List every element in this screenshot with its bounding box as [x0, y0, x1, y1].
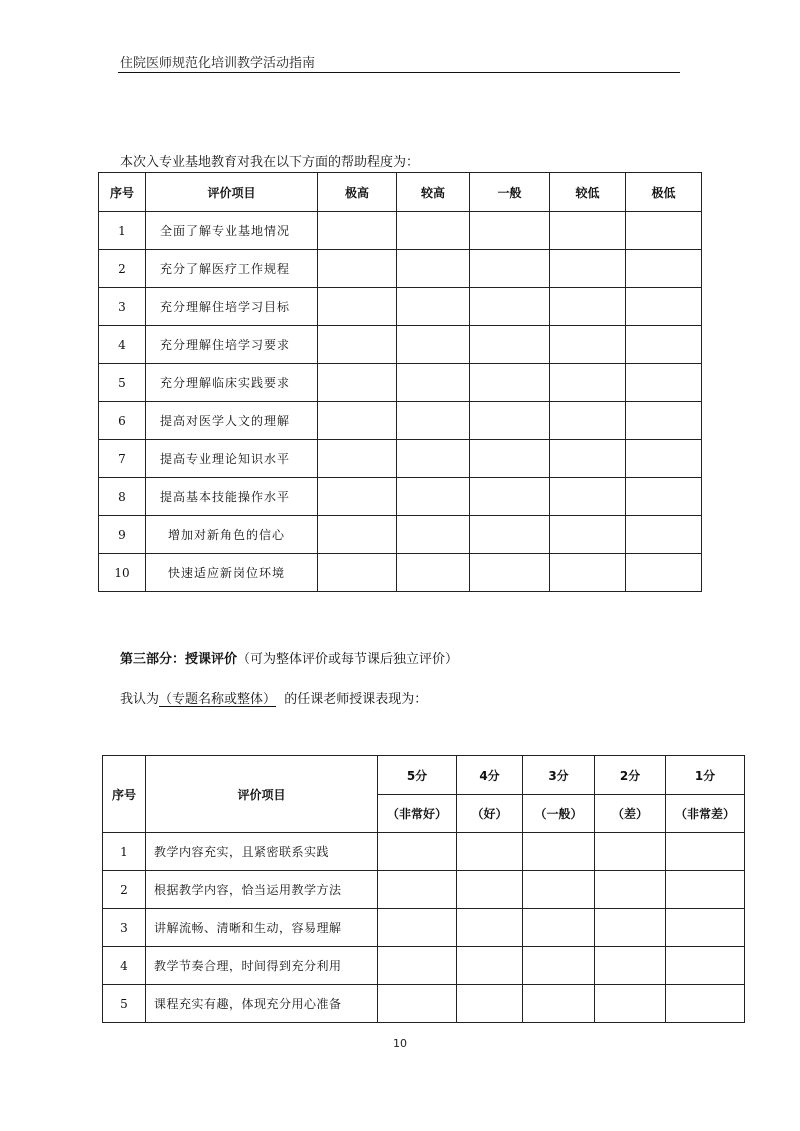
rating-cell[interactable] — [626, 402, 702, 440]
rating-cell[interactable] — [470, 250, 550, 288]
row-item: 全面了解专业基地情况 — [146, 212, 318, 250]
rating-cell[interactable] — [626, 516, 702, 554]
rating-cell[interactable] — [470, 326, 550, 364]
rating-cell[interactable] — [378, 871, 457, 909]
rating-cell[interactable] — [523, 985, 595, 1023]
table-row — [103, 833, 745, 871]
rating-cell[interactable] — [318, 326, 397, 364]
column-header-score-2: 2分 — [595, 756, 666, 795]
rating-cell[interactable] — [666, 909, 745, 947]
rating-cell[interactable] — [626, 212, 702, 250]
rating-cell[interactable] — [397, 554, 470, 592]
row-item: 课程充实有趣，体现充分用心准备 — [146, 985, 378, 1023]
table-row — [99, 402, 702, 440]
column-header-score-3: 3分 — [523, 756, 595, 795]
rating-cell[interactable] — [318, 250, 397, 288]
rating-cell[interactable] — [470, 478, 550, 516]
rating-cell[interactable] — [626, 288, 702, 326]
table-row — [99, 326, 702, 364]
table-row — [99, 554, 702, 592]
row-number: 8 — [99, 478, 146, 516]
rating-cell[interactable] — [378, 909, 457, 947]
section3-heading-note: （可为整体评价或每节课后独立评价） — [237, 652, 459, 667]
rating-cell[interactable] — [626, 554, 702, 592]
column-header-low: 较低 — [550, 173, 626, 212]
rating-cell[interactable] — [397, 212, 470, 250]
row-number: 5 — [99, 364, 146, 402]
row-number: 9 — [99, 516, 146, 554]
column-header-high: 较高 — [397, 173, 470, 212]
rating-cell[interactable] — [397, 402, 470, 440]
row-number: 1 — [103, 833, 146, 871]
row-item: 充分理解临床实践要求 — [146, 364, 318, 402]
row-number: 10 — [99, 554, 146, 592]
rating-cell[interactable] — [550, 554, 626, 592]
table-row — [99, 440, 702, 478]
column-header-item: 评价项目 — [146, 173, 318, 212]
rating-cell[interactable] — [595, 947, 666, 985]
rating-cell[interactable] — [378, 833, 457, 871]
row-item: 教学节奏合理，时间得到充分利用 — [146, 947, 378, 985]
row-number: 6 — [99, 402, 146, 440]
column-header-very-low: 极低 — [626, 173, 702, 212]
rating-cell[interactable] — [550, 364, 626, 402]
rating-cell[interactable] — [626, 250, 702, 288]
row-item: 提高对医学人文的理解 — [146, 402, 318, 440]
rating-cell[interactable] — [595, 909, 666, 947]
table-row — [99, 212, 702, 250]
rating-cell[interactable] — [626, 478, 702, 516]
rating-cell[interactable] — [550, 212, 626, 250]
rating-cell[interactable] — [318, 478, 397, 516]
row-number: 4 — [103, 947, 146, 985]
column-header-score-4: 4分 — [457, 756, 523, 795]
rating-cell[interactable] — [550, 478, 626, 516]
table-row — [103, 909, 745, 947]
rating-cell[interactable] — [470, 288, 550, 326]
rating-cell[interactable] — [470, 402, 550, 440]
table-row — [99, 364, 702, 402]
table-header-row — [103, 756, 745, 795]
orientation-rating-table — [98, 172, 702, 592]
row-number: 7 — [99, 440, 146, 478]
rating-cell[interactable] — [666, 833, 745, 871]
row-item: 充分理解住培学习要求 — [146, 326, 318, 364]
rating-cell[interactable] — [550, 326, 626, 364]
rating-cell[interactable] — [318, 364, 397, 402]
row-item: 根据教学内容，恰当运用教学方法 — [146, 871, 378, 909]
sentence-suffix: 的任课老师授课表现为： — [284, 692, 428, 707]
row-item: 增加对新角色的信心 — [146, 516, 318, 554]
rating-cell[interactable] — [595, 833, 666, 871]
rating-cell[interactable] — [550, 250, 626, 288]
column-header-desc-5: （非常好） — [378, 795, 457, 833]
rating-cell[interactable] — [397, 516, 470, 554]
section3-sentence — [120, 688, 427, 707]
row-number: 3 — [99, 288, 146, 326]
rating-cell[interactable] — [550, 288, 626, 326]
rating-cell[interactable] — [397, 478, 470, 516]
rating-cell[interactable] — [626, 364, 702, 402]
table-row — [103, 947, 745, 985]
rating-cell[interactable] — [470, 364, 550, 402]
rating-cell[interactable] — [378, 947, 457, 985]
table-row — [99, 516, 702, 554]
row-item: 充分了解医疗工作规程 — [146, 250, 318, 288]
rating-cell[interactable] — [318, 402, 397, 440]
row-item: 提高专业理论知识水平 — [146, 440, 318, 478]
rating-cell[interactable] — [318, 288, 397, 326]
row-number: 4 — [99, 326, 146, 364]
rating-cell[interactable] — [318, 554, 397, 592]
rating-cell[interactable] — [470, 516, 550, 554]
row-item: 充分理解住培学习目标 — [146, 288, 318, 326]
rating-cell[interactable] — [595, 871, 666, 909]
section3-heading-bold: 第三部分：授课评价 — [120, 652, 238, 667]
table-row — [99, 478, 702, 516]
column-header-desc-3: （一般） — [523, 795, 595, 833]
row-number: 5 — [103, 985, 146, 1023]
page-number: 10 — [393, 1037, 407, 1050]
rating-cell[interactable] — [397, 250, 470, 288]
row-number: 2 — [103, 871, 146, 909]
page-header-title: 住院医师规范化培训教学活动指南 — [120, 56, 316, 71]
rating-cell[interactable] — [550, 440, 626, 478]
rating-cell[interactable] — [457, 833, 523, 871]
rating-cell[interactable] — [397, 326, 470, 364]
row-number: 2 — [99, 250, 146, 288]
row-item: 快速适应新岗位环境 — [146, 554, 318, 592]
rating-cell[interactable] — [550, 516, 626, 554]
sentence-prefix: 我认为 — [120, 692, 160, 707]
row-number: 1 — [99, 212, 146, 250]
column-header-number: 序号 — [103, 756, 146, 833]
column-header-number: 序号 — [99, 173, 146, 212]
column-header-desc-1: （非常差） — [666, 795, 745, 833]
teaching-rating-table — [102, 755, 745, 1023]
rating-cell[interactable] — [666, 871, 745, 909]
rating-cell[interactable] — [318, 516, 397, 554]
column-header-very-high: 极高 — [318, 173, 397, 212]
rating-cell[interactable] — [470, 440, 550, 478]
column-header-average: 一般 — [470, 173, 550, 212]
table-row — [103, 871, 745, 909]
table-row — [103, 985, 745, 1023]
rating-cell[interactable] — [378, 985, 457, 1023]
rating-cell[interactable] — [666, 985, 745, 1023]
rating-cell[interactable] — [470, 212, 550, 250]
rating-cell[interactable] — [523, 833, 595, 871]
column-header-desc-4: （好） — [457, 795, 523, 833]
rating-cell[interactable] — [318, 440, 397, 478]
rating-cell[interactable] — [397, 440, 470, 478]
row-item: 讲解流畅、清晰和生动，容易理解 — [146, 909, 378, 947]
column-header-item: 评价项目 — [146, 756, 378, 833]
rating-cell[interactable] — [457, 871, 523, 909]
table-header-row — [99, 173, 702, 212]
rating-cell[interactable] — [523, 909, 595, 947]
column-header-score-1: 1分 — [666, 756, 745, 795]
rating-cell[interactable] — [626, 440, 702, 478]
rating-cell[interactable] — [457, 947, 523, 985]
rating-cell[interactable] — [318, 212, 397, 250]
header-rule — [118, 72, 680, 73]
rating-cell[interactable] — [550, 402, 626, 440]
rating-cell[interactable] — [397, 364, 470, 402]
column-header-desc-2: （差） — [595, 795, 666, 833]
rating-cell[interactable] — [470, 554, 550, 592]
row-item: 提高基本技能操作水平 — [146, 478, 318, 516]
rating-cell[interactable] — [666, 947, 745, 985]
table-row — [99, 288, 702, 326]
rating-cell[interactable] — [523, 947, 595, 985]
rating-cell[interactable] — [523, 871, 595, 909]
section3-heading — [120, 648, 458, 667]
rating-cell[interactable] — [457, 985, 523, 1023]
rating-cell[interactable] — [626, 326, 702, 364]
rating-cell[interactable] — [397, 288, 470, 326]
table-row — [99, 250, 702, 288]
column-header-score-5: 5分 — [378, 756, 457, 795]
row-item: 教学内容充实，且紧密联系实践 — [146, 833, 378, 871]
rating-cell[interactable] — [595, 985, 666, 1023]
section1-intro: 本次入专业基地教育对我在以下方面的帮助程度为： — [120, 155, 420, 170]
topic-blank[interactable]: （专题名称或整体） — [159, 692, 277, 707]
rating-cell[interactable] — [457, 909, 523, 947]
row-number: 3 — [103, 909, 146, 947]
